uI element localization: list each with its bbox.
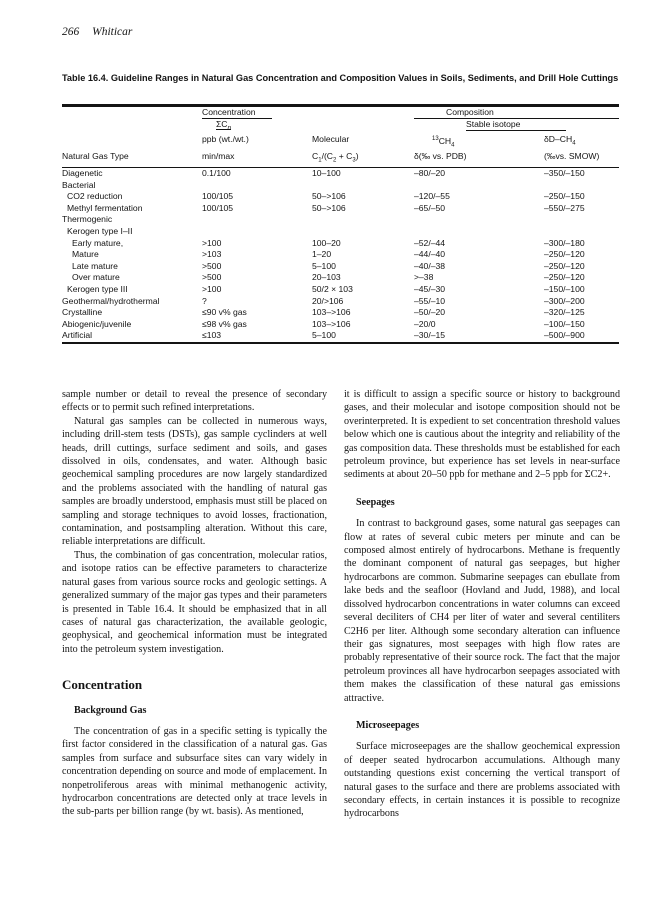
molecular-header: Molecular [312,133,350,144]
left-column [62,388,327,819]
table-row: Early mature, >100 100–20 –52/–44 –300/–180 [72,237,585,248]
pdb-header: δ(‰ vs. PDB) [414,151,467,162]
table-row: Mature >103 1–20 –44/–40 –250/–120 [72,249,585,260]
table-row: Over mature >500 20–103 >–38 –250/–120 [72,272,585,283]
table-caption: Table 16.4. Guideline Ranges in Natural Gas Concentration and Composition Values in Soils, Sediments, and Drill Hole Cuttings [62,73,619,83]
sum-cn-header: $\Sigma C_n$ [216,119,232,132]
c13-ch4-header: $^{13}CH_4$ [432,135,455,149]
gas-guideline-table [62,104,619,344]
table-row: CO2 reduction 100/105 50–>106 –120/–55 –250/–150 [67,191,585,202]
table-row: Bacterial [62,179,96,190]
gas-guideline-rows [62,168,619,342]
natural-gas-type-header: Natural Gas Type [62,151,129,162]
table-row: Crystalline ≤90 v% gas 103–>106 –50/–20 –320/–125 [62,307,585,318]
dd-ch4-header: $\delta D-CH_4$ [544,133,576,147]
left-paragraph-3: Thus, the combination of gas concentration, molecular ratios, and isotope ratios can be effective parameters to characterize natural gases from various source rocks and geologic settings. A generalized summary of the major gas types and their parameters is presented in Table 16.4. It should be emphasized that in all cases of natural gas characterization, the available geologic, geophysical, and geochemical information must be integrated into the petroleum system investigation. [62,549,327,655]
smow-header: (‰vs. SMOW) [544,151,600,162]
page-number: 266 [62,26,80,38]
right-paragraph-2: In contrast to background gases, some natural gas seepages can flow at rates of several cubic meters per minute and can be composed almost entirely of hydrocarbons. Methane is frequently the dominant component of natural gas seepages, but higher hydrocarbons are common. Submarine seepages can ebullate from lake beds and the seafloor (Hovland and Judd, 1988), and local dissolved hydrocarbon concentrations in water columns can exceed several deciliters of CH4 per liter of water and several centiliters C2H6 per liter. Although some secondary alteration can influence their gas signatures, most seepages with high flow rates are probably representative of their source rock. The fact that the major petroleum provinces all have hydrocarbon seepages associated with them makes the classification of these natural gas emissions attractive. [344,518,620,704]
table-row: Methyl fermentation 100/105 50–>106 –65/–50 –550/–275 [67,202,585,213]
concentration-header: Concentration [202,107,272,119]
left-paragraph-1: sample number or detail to reveal the presence of secondary effects or to permit such refined interpretations. [62,389,327,414]
section-title-concentration: Concentration [62,677,143,693]
table-row: Thermogenic [62,214,113,225]
composition-header: Composition [414,107,619,119]
subsection-title-background-gas: Background Gas [74,704,147,716]
table-bottom-rule [62,342,619,344]
min-max-header: min/max [202,151,235,162]
table-row: Kerogen type I–II [67,225,133,236]
ratio-header: $C_1/(C_2 + C_3)$ [312,151,359,165]
subsection-title-seepages: Seepages [356,496,395,508]
left-paragraph-2: Natural gas samples can be collected in numerous ways, including drill-stem tests (DSTs), gas sample cyclinders at well heads, drill cuttings, surface sediment and soils, and gases dissolved in oils, condensates, and water. Although basic geochemical sampling procedures are now largely standardized and the problems associated with the handling of natural gas samples are broadly understood, emphasis must still be placed on sampling and storage techniques to avoid losses, fractionation, contamination, and postsampling alteration. Without this care, reliable interpretations are difficult. [62,415,327,548]
left-paragraph-4: The concentration of gas in a specific setting is typically the first factor considered in the classification of a natural gas. Gas samples from surface and subsurface sites can vary widely in concentration depending on source and mode of emplacement. In nonpetroliferous areas with minimal methanogenic activity, hydrocarbon concentrations are detected only at trace levels in the sub-parts per billion range (by wt. basis). As mentioned, [62,725,327,818]
right-paragraph-3: Surface microseepages are the shallow geochemical expression of deeper seated hydrocarbon accumulations. Although many outstanding questions exist concerning the vertical transport of natural gases to the surface and there are problems associated with secondary effects, in certain instances it is possible to recognize hydrocarbons [344,741,620,820]
running-header [62,26,132,38]
table-row: Geothermal/hydrothermal ? 20/>106 –55/–10 –300/–200 [62,295,585,306]
stable-isotope-header: Stable isotope [466,119,566,131]
table-row: Diagenetic 0.1/100 10–100 –80/–20 –350/–150 [62,168,585,179]
subsection-title-microseepages: Microseepages [356,719,420,731]
right-column [344,388,620,821]
table-row: Artificial ≤103 5–100 –30/–15 –500/–900 [62,330,585,341]
table-row: Late mature >500 5–100 –40/–38 –250/–120 [72,260,585,271]
right-paragraph-1: it is difficult to assign a specific source or history to background gases, and their molecular and isotope composition should not be overinterpreted. It is expedient to set concentration threshold values below which one is cautious about the integrity and reliability of the gas composition data. These thresholds must be established for each petroleum province, but experience has set levels in near-surface sediments at about 20–50 ppb for methane and 2–5 ppb for ΣC2+. [344,389,620,481]
running-author: Whiticar [92,26,133,38]
table-row: Abiogenic/juvenile ≤98 v% gas 103–>106 –20/0 –100/–150 [62,318,585,329]
table-row: Kerogen type III >100 50/2 × 103 –45/–30 –150/–100 [67,283,585,294]
ppb-unit-header: ppb (wt./wt.) [202,133,249,144]
